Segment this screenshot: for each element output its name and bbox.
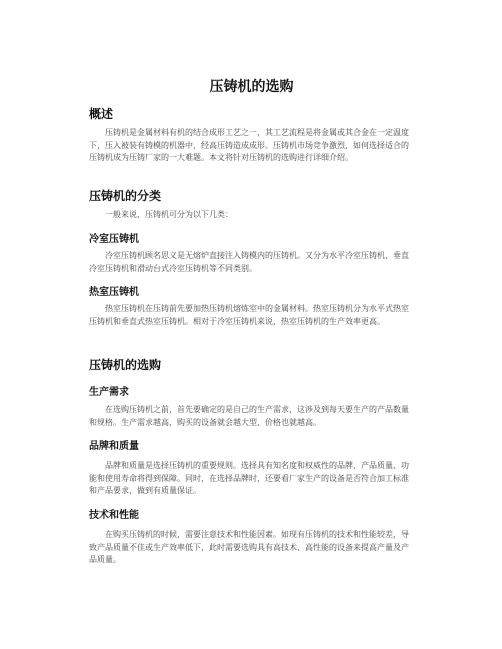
section-heading-overview: 概述 xyxy=(89,107,114,121)
subsection-heading-cold-chamber: 冷室压铸机 xyxy=(89,234,139,245)
subsection-heading-technology-performance: 技术和性能 xyxy=(89,510,139,521)
section-paragraph-classification: 一般来说，压铸机可分为以下几类： xyxy=(105,210,233,219)
section-paragraph-overview: 压铸机是金属材料有机的结合成形工艺之一，其工艺流程是将金属或其合金在一定温度下，压入被装有铸模的机器中，经高压铸造成成形。压铸机市场竞争激烈，如何选择适合的压铸机成为压铸厂家的一大难题。本文将针对压铸机的选购进行详细介绍。 xyxy=(89,128,409,162)
subsection-paragraph-technology-performance: 在购买压铸机的时候，需要注意技术和性能因素。如现有压铸机的技术和性能较差，导致产品质量不佳或生产效率低下，此时需要选购具有高技术、高性能的设备来提高产量及产品质量。 xyxy=(89,530,409,564)
subsection-paragraph-hot-chamber: 热室压铸机在压铸前先要加热压铸机熔炼室中的金属材料。热室压铸机分为水平式热室压铸机和垂直式热室压铸机。相对于冷室压铸机来说，热室压铸机的生产效率更高。 xyxy=(89,304,409,326)
subsection-paragraph-cold-chamber: 冷室压铸机顾名思义是无熔炉直接注入铸模内的压铸机。又分为水平冷室压铸机、垂直冷室压铸机和滑动台式冷室压铸机等不同类别。 xyxy=(89,251,409,273)
subsection-paragraph-production-demand: 在选购压铸机之前，首先要确定的是自己的生产需求，这涉及到每天要生产的产品数量和规格。生产需求越高，购买的设备就会越大型、价格也就越高。 xyxy=(89,405,409,427)
subsection-paragraph-brand-quality: 品牌和质量是选择压铸机的重要规则。选择具有知名度和权威性的品牌，产品质量、功能和使用寿命将得到保障。同时，在选择品牌时，还要看厂家生产的设备是否符合加工标准和产品要求，做到有质量保证。 xyxy=(89,461,409,495)
document-title: 压铸机的选购 xyxy=(209,79,294,95)
subsection-heading-production-demand: 生产需求 xyxy=(89,387,129,398)
subsection-heading-brand-quality: 品牌和质量 xyxy=(89,441,139,452)
section-heading-purchase: 压铸机的选购 xyxy=(89,358,162,372)
subsection-heading-hot-chamber: 热室压铸机 xyxy=(89,287,139,298)
section-heading-classification: 压铸机的分类 xyxy=(89,189,162,203)
